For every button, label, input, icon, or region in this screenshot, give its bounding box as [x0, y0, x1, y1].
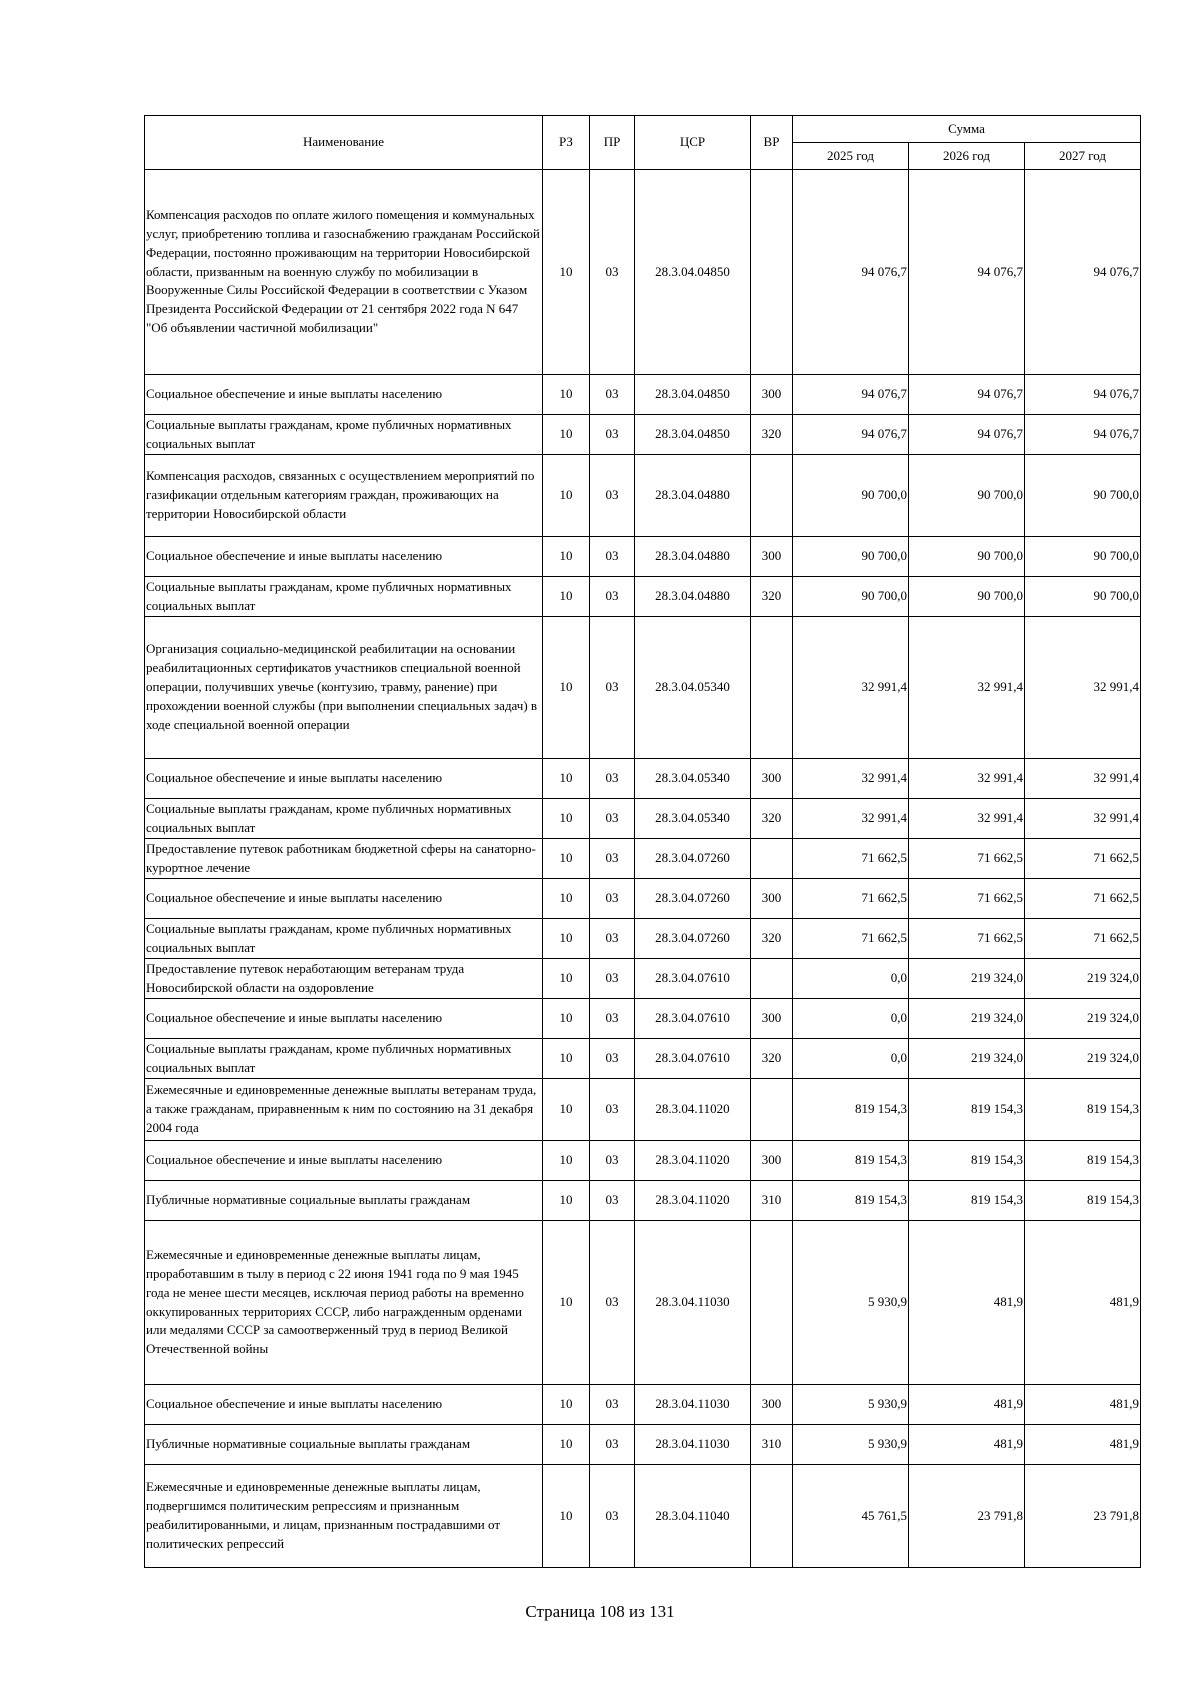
- row-rz: 10: [543, 1181, 590, 1221]
- header-sum: Сумма: [793, 116, 1141, 143]
- row-csr: 28.3.04.05340: [635, 617, 751, 759]
- row-amount-2025: 71 662,5: [793, 879, 909, 919]
- row-amount-2027: 32 991,4: [1025, 759, 1141, 799]
- row-amount-2027: 819 154,3: [1025, 1181, 1141, 1221]
- row-pr: 03: [590, 1465, 635, 1568]
- row-vr: 300: [751, 999, 793, 1039]
- table-row: [145, 617, 1141, 759]
- row-rz: 10: [543, 879, 590, 919]
- row-amount-2026: 219 324,0: [909, 1039, 1025, 1079]
- row-pr: 03: [590, 919, 635, 959]
- row-amount-2027: 71 662,5: [1025, 919, 1141, 959]
- row-vr: [751, 1221, 793, 1385]
- table-body: [145, 170, 1141, 1568]
- page-number: Страница 108 из 131: [525, 1602, 675, 1621]
- row-csr: 28.3.04.11020: [635, 1141, 751, 1181]
- row-amount-2026: 32 991,4: [909, 759, 1025, 799]
- table-row: [145, 455, 1141, 537]
- row-csr: 28.3.04.07260: [635, 879, 751, 919]
- row-amount-2027: 23 791,8: [1025, 1465, 1141, 1568]
- row-name: Социальное обеспечение и иные выплаты населению: [145, 375, 543, 415]
- row-vr: 300: [751, 759, 793, 799]
- row-rz: 10: [543, 1141, 590, 1181]
- header-year-2025: 2025 год: [793, 143, 909, 170]
- row-vr: [751, 617, 793, 759]
- row-name: Социальное обеспечение и иные выплаты населению: [145, 537, 543, 577]
- row-vr: 300: [751, 1385, 793, 1425]
- row-rz: 10: [543, 170, 590, 375]
- row-amount-2026: 819 154,3: [909, 1079, 1025, 1141]
- row-rz: 10: [543, 1465, 590, 1568]
- row-csr: 28.3.04.04850: [635, 415, 751, 455]
- row-amount-2026: 90 700,0: [909, 537, 1025, 577]
- table-row: [145, 170, 1141, 375]
- row-vr: 310: [751, 1181, 793, 1221]
- row-pr: 03: [590, 959, 635, 999]
- row-pr: 03: [590, 455, 635, 537]
- row-rz: 10: [543, 1221, 590, 1385]
- row-rz: 10: [543, 959, 590, 999]
- row-amount-2026: 481,9: [909, 1385, 1025, 1425]
- row-amount-2025: 5 930,9: [793, 1425, 909, 1465]
- row-rz: 10: [543, 799, 590, 839]
- row-pr: 03: [590, 879, 635, 919]
- table-row: [145, 759, 1141, 799]
- row-amount-2025: 0,0: [793, 999, 909, 1039]
- row-vr: 320: [751, 1039, 793, 1079]
- row-amount-2027: 219 324,0: [1025, 959, 1141, 999]
- table-row: [145, 1465, 1141, 1568]
- row-vr: [751, 1079, 793, 1141]
- row-name: Социальное обеспечение и иные выплаты населению: [145, 759, 543, 799]
- row-vr: 320: [751, 577, 793, 617]
- row-amount-2026: 32 991,4: [909, 617, 1025, 759]
- row-amount-2027: 32 991,4: [1025, 799, 1141, 839]
- row-amount-2027: 71 662,5: [1025, 839, 1141, 879]
- row-pr: 03: [590, 415, 635, 455]
- budget-table: [144, 115, 1141, 1568]
- row-name: Социальные выплаты гражданам, кроме публичных нормативных социальных выплат: [145, 415, 543, 455]
- row-amount-2027: 219 324,0: [1025, 999, 1141, 1039]
- row-name: Социальные выплаты гражданам, кроме публичных нормативных социальных выплат: [145, 577, 543, 617]
- row-pr: 03: [590, 1221, 635, 1385]
- row-name: Организация социально-медицинской реабилитации на основании реабилитационных сертификатов участников специальной военной операции, получивших увечье (контузию, травму, ранение) при прохождении военной службы (при выполнении специальных задач) в ходе специальной военной операции: [145, 617, 543, 759]
- row-rz: 10: [543, 577, 590, 617]
- row-amount-2025: 819 154,3: [793, 1181, 909, 1221]
- row-vr: 300: [751, 537, 793, 577]
- row-amount-2025: 90 700,0: [793, 537, 909, 577]
- row-rz: 10: [543, 1079, 590, 1141]
- table-row: [145, 375, 1141, 415]
- row-amount-2025: 90 700,0: [793, 577, 909, 617]
- row-amount-2025: 0,0: [793, 959, 909, 999]
- row-amount-2026: 71 662,5: [909, 879, 1025, 919]
- header-year-2027: 2027 год: [1025, 143, 1141, 170]
- row-amount-2026: 32 991,4: [909, 799, 1025, 839]
- row-amount-2025: 94 076,7: [793, 170, 909, 375]
- row-csr: 28.3.04.07610: [635, 959, 751, 999]
- row-amount-2027: 219 324,0: [1025, 1039, 1141, 1079]
- row-amount-2026: 71 662,5: [909, 919, 1025, 959]
- row-name: Публичные нормативные социальные выплаты гражданам: [145, 1425, 543, 1465]
- header-csr: ЦСР: [635, 116, 751, 170]
- row-rz: 10: [543, 537, 590, 577]
- row-amount-2026: 219 324,0: [909, 999, 1025, 1039]
- row-rz: 10: [543, 839, 590, 879]
- table-row: [145, 1039, 1141, 1079]
- table-row: [145, 839, 1141, 879]
- row-csr: 28.3.04.07610: [635, 999, 751, 1039]
- row-amount-2025: 819 154,3: [793, 1079, 909, 1141]
- row-vr: 300: [751, 1141, 793, 1181]
- row-pr: 03: [590, 577, 635, 617]
- row-name: Ежемесячные и единовременные денежные выплаты лицам, проработавшим в тылу в период с 22 июня 1941 года по 9 мая 1945 года не менее шести месяцев, исключая период работы на временно оккупированных территориях СССР, либо награжденным орденами или медалями СССР за самоотверженный труд в период Великой Отечественной войны: [145, 1221, 543, 1385]
- row-amount-2027: 90 700,0: [1025, 537, 1141, 577]
- row-pr: 03: [590, 617, 635, 759]
- row-name: Социальное обеспечение и иные выплаты населению: [145, 1385, 543, 1425]
- table-row: [145, 959, 1141, 999]
- row-csr: 28.3.04.11030: [635, 1221, 751, 1385]
- row-amount-2027: 90 700,0: [1025, 577, 1141, 617]
- table-row: [145, 919, 1141, 959]
- row-amount-2027: 481,9: [1025, 1425, 1141, 1465]
- row-name: Социальное обеспечение и иные выплаты населению: [145, 1141, 543, 1181]
- row-name: Социальные выплаты гражданам, кроме публичных нормативных социальных выплат: [145, 799, 543, 839]
- table-row: [145, 1079, 1141, 1141]
- row-pr: 03: [590, 375, 635, 415]
- row-amount-2026: 219 324,0: [909, 959, 1025, 999]
- row-vr: 310: [751, 1425, 793, 1465]
- row-pr: 03: [590, 1079, 635, 1141]
- row-amount-2026: 819 154,3: [909, 1181, 1025, 1221]
- row-rz: 10: [543, 455, 590, 537]
- table-row: [145, 879, 1141, 919]
- row-vr: [751, 1465, 793, 1568]
- row-vr: [751, 959, 793, 999]
- row-csr: 28.3.04.04850: [635, 170, 751, 375]
- row-vr: 300: [751, 879, 793, 919]
- table-row: [145, 1221, 1141, 1385]
- row-csr: 28.3.04.05340: [635, 799, 751, 839]
- row-amount-2027: 481,9: [1025, 1221, 1141, 1385]
- row-amount-2025: 32 991,4: [793, 617, 909, 759]
- row-amount-2026: 90 700,0: [909, 455, 1025, 537]
- row-amount-2025: 32 991,4: [793, 759, 909, 799]
- table-row: [145, 1385, 1141, 1425]
- table-row: [145, 1181, 1141, 1221]
- header-rz: РЗ: [543, 116, 590, 170]
- row-amount-2027: 819 154,3: [1025, 1079, 1141, 1141]
- row-csr: 28.3.04.11020: [635, 1079, 751, 1141]
- row-csr: 28.3.04.07260: [635, 839, 751, 879]
- row-vr: [751, 455, 793, 537]
- table-row: [145, 577, 1141, 617]
- row-amount-2025: 71 662,5: [793, 919, 909, 959]
- row-amount-2027: 819 154,3: [1025, 1141, 1141, 1181]
- row-amount-2025: 94 076,7: [793, 375, 909, 415]
- row-vr: 320: [751, 919, 793, 959]
- row-rz: 10: [543, 415, 590, 455]
- row-amount-2026: 71 662,5: [909, 839, 1025, 879]
- row-amount-2027: 481,9: [1025, 1385, 1141, 1425]
- row-name: Социальные выплаты гражданам, кроме публичных нормативных социальных выплат: [145, 919, 543, 959]
- table-row: [145, 1141, 1141, 1181]
- header-pr: ПР: [590, 116, 635, 170]
- row-amount-2026: 481,9: [909, 1425, 1025, 1465]
- row-amount-2026: 90 700,0: [909, 577, 1025, 617]
- row-amount-2027: 32 991,4: [1025, 617, 1141, 759]
- row-name: Социальное обеспечение и иные выплаты населению: [145, 879, 543, 919]
- row-name: Ежемесячные и единовременные денежные выплаты ветеранам труда, а также гражданам, приравненным к ним по состоянию на 31 декабря 2004 года: [145, 1079, 543, 1141]
- header-vr: ВР: [751, 116, 793, 170]
- row-amount-2026: 94 076,7: [909, 375, 1025, 415]
- row-name: Социальные выплаты гражданам, кроме публичных нормативных социальных выплат: [145, 1039, 543, 1079]
- header-name: Наименование: [145, 116, 543, 170]
- row-name: Компенсация расходов по оплате жилого помещения и коммунальных услуг, приобретению топлива и газоснабжению гражданам Российской Федерации, постоянно проживающим на территории Новосибирской области, призванным на военную службу по мобилизации в Вооруженные Силы Российской Федерации в соответствии с Указом Президента Российской Федерации от 21 сентября 2022 года N 647 "Об объявлении частичной мобилизации": [145, 170, 543, 375]
- row-vr: 320: [751, 415, 793, 455]
- row-pr: 03: [590, 1181, 635, 1221]
- row-amount-2026: 23 791,8: [909, 1465, 1025, 1568]
- row-amount-2025: 90 700,0: [793, 455, 909, 537]
- row-amount-2027: 90 700,0: [1025, 455, 1141, 537]
- table-row: [145, 999, 1141, 1039]
- row-csr: 28.3.04.07610: [635, 1039, 751, 1079]
- row-pr: 03: [590, 537, 635, 577]
- row-pr: 03: [590, 759, 635, 799]
- row-rz: 10: [543, 999, 590, 1039]
- row-pr: 03: [590, 1039, 635, 1079]
- row-rz: 10: [543, 759, 590, 799]
- row-rz: 10: [543, 919, 590, 959]
- row-csr: 28.3.04.04880: [635, 577, 751, 617]
- row-amount-2025: 5 930,9: [793, 1221, 909, 1385]
- row-pr: 03: [590, 1425, 635, 1465]
- row-name: Ежемесячные и единовременные денежные выплаты лицам, подвергшимся политическим репрессиям и признанным реабилитированными, и лицам, признанным пострадавшими от политических репрессий: [145, 1465, 543, 1568]
- row-pr: 03: [590, 799, 635, 839]
- row-csr: 28.3.04.11040: [635, 1465, 751, 1568]
- row-pr: 03: [590, 1141, 635, 1181]
- row-name: Социальное обеспечение и иные выплаты населению: [145, 999, 543, 1039]
- row-csr: 28.3.04.11030: [635, 1385, 751, 1425]
- row-rz: 10: [543, 1385, 590, 1425]
- row-rz: 10: [543, 375, 590, 415]
- row-pr: 03: [590, 839, 635, 879]
- table-row: [145, 537, 1141, 577]
- row-pr: 03: [590, 999, 635, 1039]
- row-csr: 28.3.04.11020: [635, 1181, 751, 1221]
- row-amount-2025: 819 154,3: [793, 1141, 909, 1181]
- table-row: [145, 799, 1141, 839]
- row-vr: 300: [751, 375, 793, 415]
- row-vr: [751, 839, 793, 879]
- row-name: Компенсация расходов, связанных с осуществлением мероприятий по газификации отдельным категориям граждан, проживающих на территории Новосибирской области: [145, 455, 543, 537]
- row-name: Предоставление путевок работникам бюджетной сферы на санаторно-курортное лечение: [145, 839, 543, 879]
- row-csr: 28.3.04.04880: [635, 455, 751, 537]
- row-csr: 28.3.04.05340: [635, 759, 751, 799]
- row-amount-2025: 45 761,5: [793, 1465, 909, 1568]
- row-amount-2026: 819 154,3: [909, 1141, 1025, 1181]
- row-amount-2027: 94 076,7: [1025, 415, 1141, 455]
- row-csr: 28.3.04.07260: [635, 919, 751, 959]
- row-csr: 28.3.04.11030: [635, 1425, 751, 1465]
- row-rz: 10: [543, 617, 590, 759]
- row-csr: 28.3.04.04850: [635, 375, 751, 415]
- row-amount-2025: 32 991,4: [793, 799, 909, 839]
- row-csr: 28.3.04.04880: [635, 537, 751, 577]
- row-amount-2025: 94 076,7: [793, 415, 909, 455]
- header-year-2026: 2026 год: [909, 143, 1025, 170]
- row-vr: [751, 170, 793, 375]
- row-vr: 320: [751, 799, 793, 839]
- table-row: [145, 415, 1141, 455]
- row-pr: 03: [590, 1385, 635, 1425]
- row-amount-2027: 71 662,5: [1025, 879, 1141, 919]
- row-amount-2027: 94 076,7: [1025, 375, 1141, 415]
- row-amount-2026: 94 076,7: [909, 170, 1025, 375]
- row-rz: 10: [543, 1039, 590, 1079]
- row-amount-2027: 94 076,7: [1025, 170, 1141, 375]
- row-amount-2025: 0,0: [793, 1039, 909, 1079]
- table-row: [145, 1425, 1141, 1465]
- row-rz: 10: [543, 1425, 590, 1465]
- row-name: Предоставление путевок неработающим ветеранам труда Новосибирской области на оздоровление: [145, 959, 543, 999]
- row-name: Публичные нормативные социальные выплаты гражданам: [145, 1181, 543, 1221]
- row-amount-2026: 94 076,7: [909, 415, 1025, 455]
- row-amount-2025: 5 930,9: [793, 1385, 909, 1425]
- row-amount-2026: 481,9: [909, 1221, 1025, 1385]
- row-amount-2025: 71 662,5: [793, 839, 909, 879]
- row-pr: 03: [590, 170, 635, 375]
